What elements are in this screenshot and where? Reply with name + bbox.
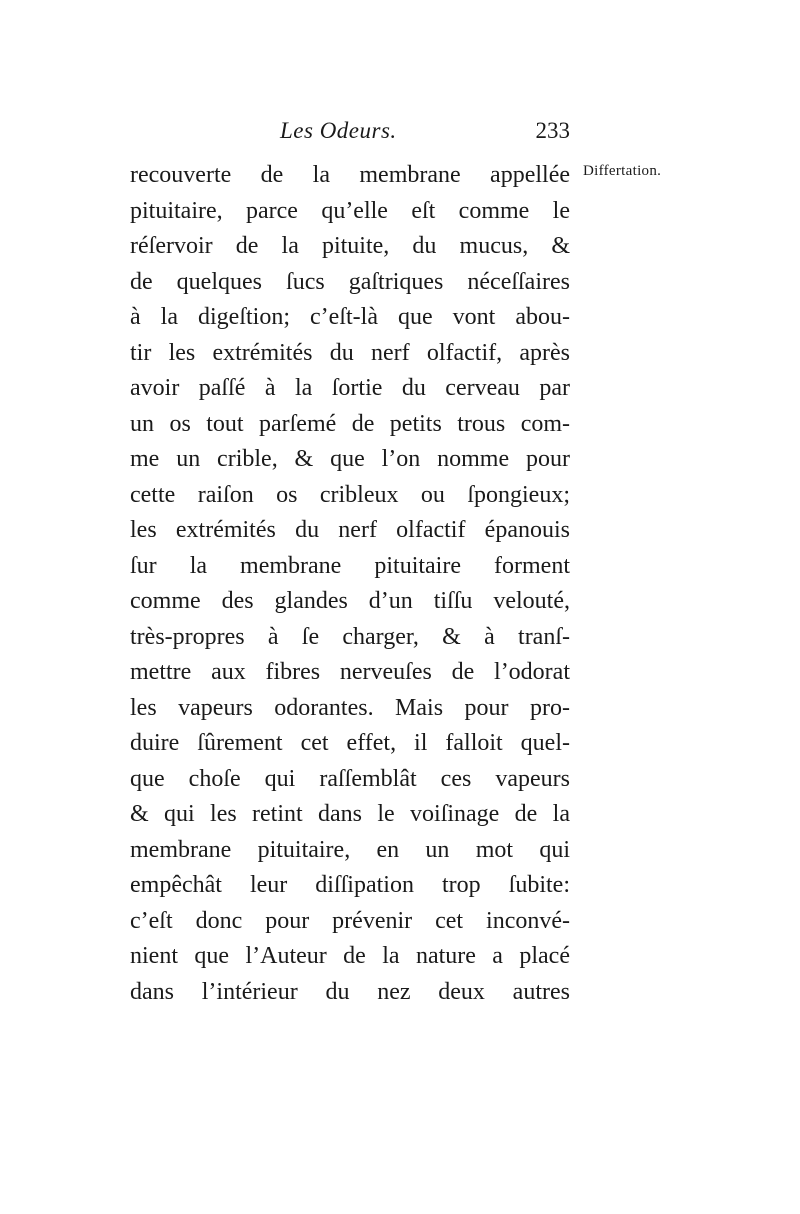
text-line: les vapeurs odorantes. Mais pour pro- xyxy=(130,694,570,721)
margin-note: Differtation. xyxy=(583,163,662,179)
text-line: dans l’intérieur du nez deux autres xyxy=(130,978,570,1005)
text-line: de quelques ſucs gaſtriques néceſſaires xyxy=(130,268,570,295)
text-line: mettre aux fibres nerveuſes de l’odorat xyxy=(130,659,570,685)
text-line: c’eſt donc pour prévenir cet inconvé- xyxy=(130,907,570,934)
text-line: un os tout parſemé de petits trous com- xyxy=(130,410,570,437)
page-number: 233 xyxy=(535,118,570,143)
text-line: recouverte de la membrane appellée xyxy=(130,162,570,188)
page-header xyxy=(280,118,580,154)
text-line: très-propres à ſe charger, & à tranſ- xyxy=(130,623,570,650)
text-line: avoir paſſé à la ſortie du cerveau par xyxy=(130,375,570,401)
text-line: que choſe qui raſſemblât ces vapeurs xyxy=(130,765,570,792)
text-line: membrane pituitaire, en un mot qui xyxy=(130,836,570,863)
text-line: nient que l’Auteur de la nature a placé xyxy=(130,943,570,969)
text-line: cette raiſon os cribleux ou ſpongieux; xyxy=(130,481,570,508)
body-text xyxy=(130,158,570,1010)
text-line: me un crible, & que l’on nomme pour xyxy=(130,446,570,472)
text-line: & qui les retint dans le voiſinage de la xyxy=(130,801,570,827)
text-line: pituitaire, parce qu’elle eſt comme le xyxy=(130,197,570,224)
text-line: ſur la membrane pituitaire forment xyxy=(130,552,570,579)
text-line: comme des glandes d’un tiſſu velouté, xyxy=(130,588,570,614)
text-line: duire ſûrement cet effet, il falloit quel- xyxy=(130,730,570,756)
text-line: les extrémités du nerf olfactif épanouis xyxy=(130,517,570,543)
text-line: tir les extrémités du nerf olfactif, après xyxy=(130,339,570,366)
text-line: réſervoir de la pituite, du mucus, & xyxy=(130,233,570,259)
text-line: empêchât leur diſſipation trop ſubite: xyxy=(130,872,570,898)
text-line: à la digeſtion; c’eſt-là que vont abou- xyxy=(130,304,570,330)
running-title: Les Odeurs. xyxy=(280,118,397,143)
